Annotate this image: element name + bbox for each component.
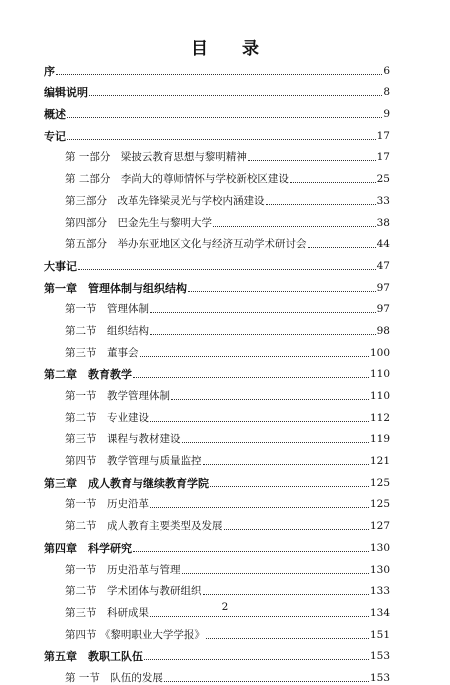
toc-entry-page: 25: [376, 173, 390, 186]
toc-chapter-entry: [44, 360, 390, 382]
toc-entry-label: 第二节 学术团体与教研组织: [65, 585, 202, 598]
toc-entry-label: 第二节 组织结构: [65, 324, 149, 337]
toc-entry-page: 17: [376, 129, 390, 142]
toc-chapter-entry: [44, 121, 390, 143]
toc-entry-label: 第三节 科研成果: [65, 606, 149, 619]
toc-entry-page: 112: [369, 411, 390, 424]
dot-leader: [150, 421, 369, 422]
toc-entry-page: 33: [376, 194, 390, 207]
toc-entry-page: 153: [369, 671, 390, 684]
toc-entry-page: 110: [369, 368, 390, 381]
dot-leader: [164, 681, 369, 682]
toc-entry-label: 大事记: [44, 259, 77, 273]
toc-section-entry: [44, 403, 390, 425]
dot-leader: [213, 226, 376, 227]
dot-leader: [171, 399, 369, 400]
toc-entry-page: 110: [369, 390, 390, 402]
toc-entry-page: 125: [369, 476, 390, 489]
toc-chapter-entry: [44, 642, 390, 664]
toc-entry-page: 44: [376, 238, 390, 251]
dot-leader: [308, 247, 376, 248]
toc-entry-label: 第 一部分 梁披云教育思想与黎明精神: [65, 151, 247, 164]
dot-leader: [266, 204, 376, 205]
dot-leader: [144, 659, 369, 660]
toc-chapter-entry: [44, 78, 390, 100]
toc-section-entry: [44, 490, 390, 512]
toc-entry-label: 第一章 管理体制与组织结构: [44, 281, 187, 295]
dot-leader: [133, 551, 369, 552]
toc-entry-page: 119: [369, 433, 390, 446]
toc-section-entry: [44, 230, 390, 252]
toc-entry-page: 97: [376, 303, 390, 316]
dot-leader: [210, 486, 369, 487]
toc-entry-page: 151: [369, 628, 390, 641]
toc-entry-label: 第四章 科学研究: [44, 541, 132, 555]
toc-entry-page: 130: [369, 541, 390, 554]
dot-leader: [67, 139, 376, 140]
toc-section-entry: [44, 164, 390, 186]
toc-section-entry: [44, 186, 390, 208]
toc-entry-label: 编辑说明: [44, 86, 88, 100]
dot-leader: [203, 594, 369, 595]
toc-entry-page: 125: [369, 498, 390, 511]
dot-leader: [248, 160, 376, 161]
toc-section-entry: [44, 620, 390, 642]
toc-section-entry: [44, 577, 390, 599]
toc-chapter-entry: [44, 56, 390, 78]
dot-leader: [182, 573, 369, 574]
toc-section-entry: [44, 143, 390, 165]
toc-entry-label: 概述: [44, 108, 66, 122]
toc-entry-label: 第一节 历史沿革: [65, 498, 149, 511]
toc-section-entry: [44, 316, 390, 338]
toc-entry-label: 序: [44, 64, 55, 78]
toc-entry-label: 第五章 教职工队伍: [44, 650, 143, 664]
dot-leader: [78, 269, 376, 270]
toc-chapter-entry: [44, 273, 390, 295]
toc-entry-page: 127: [369, 520, 390, 533]
toc-section-entry: [44, 338, 390, 360]
dot-leader: [133, 377, 369, 378]
toc-entry-label: 第一节 历史沿革与管理: [65, 563, 181, 576]
toc-entry-label: 专记: [44, 129, 66, 143]
toc-section-entry: [44, 381, 390, 403]
dot-leader: [290, 182, 376, 183]
dot-leader: [56, 74, 382, 75]
toc-entry-label: 第二节 专业建设: [65, 411, 149, 424]
dot-leader: [203, 464, 369, 465]
toc-entry-label: 第四节 《黎明职业大学学报》: [65, 628, 205, 641]
toc-entry-page: 6: [383, 64, 390, 77]
page-title: 目 录: [191, 39, 273, 59]
dot-leader: [150, 312, 376, 313]
toc-entry-label: 第三章 成人教育与继续教育学院: [44, 476, 209, 490]
toc-entry-label: 第四节 教学管理与质量监控: [65, 455, 202, 468]
dot-leader: [150, 334, 376, 335]
toc-entry-label: 第 二部分 李尚大的尊师情怀与学校新校区建设: [65, 173, 289, 186]
toc-entry-page: 9: [383, 108, 390, 121]
dot-leader: [188, 291, 376, 292]
dot-leader: [150, 616, 369, 617]
dot-leader: [150, 507, 369, 508]
toc-entry-page: 121: [369, 455, 390, 468]
toc-section-entry: [44, 511, 390, 533]
dot-leader: [182, 442, 369, 443]
toc-entry-label: 第二节 成人教育主要类型及发展: [65, 520, 223, 533]
page-number: 2: [221, 601, 229, 613]
toc-entry-page: 97: [376, 281, 390, 294]
toc-entry-page: 98: [376, 324, 390, 337]
table-of-contents: [44, 56, 390, 685]
toc-chapter-entry: [44, 468, 390, 490]
toc-entry-page: 8: [383, 86, 390, 99]
dot-leader: [206, 638, 369, 639]
toc-entry-page: 100: [369, 346, 390, 359]
toc-entry-label: 第 一节 队伍的发展: [65, 671, 163, 684]
toc-entry-label: 第一节 管理体制: [65, 303, 149, 316]
toc-entry-label: 第二章 教育教学: [44, 368, 132, 382]
dot-leader: [224, 529, 369, 530]
toc-entry-page: 153: [369, 650, 390, 663]
toc-section-entry: [44, 446, 390, 468]
dot-leader: [140, 356, 369, 357]
toc-entry-page: 17: [376, 151, 390, 164]
toc-entry-label: 第三节 课程与教材建设: [65, 433, 181, 446]
toc-chapter-entry: [44, 251, 390, 273]
toc-section-entry: [44, 663, 390, 685]
toc-entry-page: 47: [376, 259, 390, 272]
toc-entry-label: 第三部分 改革先锋梁灵光与学校内涵建设: [65, 194, 265, 207]
dot-leader: [89, 95, 382, 96]
toc-entry-page: 133: [369, 585, 390, 598]
toc-entry-label: 第一节 教学管理体制: [65, 390, 170, 402]
toc-chapter-entry: [44, 533, 390, 555]
toc-entry-page: 134: [369, 606, 390, 619]
toc-entry-page: 38: [376, 216, 390, 229]
toc-entry-page: 130: [369, 563, 390, 576]
toc-section-entry: [44, 555, 390, 577]
toc-entry-label: 第四部分 巴金先生与黎明大学: [65, 216, 212, 229]
toc-section-entry: [44, 425, 390, 447]
toc-section-entry: [44, 295, 390, 317]
toc-section-entry: [44, 208, 390, 230]
toc-chapter-entry: [44, 99, 390, 121]
dot-leader: [67, 117, 382, 118]
toc-entry-label: 第三节 董事会: [65, 346, 139, 359]
toc-entry-label: 第五部分 举办东亚地区文化与经济互动学术研讨会: [65, 238, 307, 251]
